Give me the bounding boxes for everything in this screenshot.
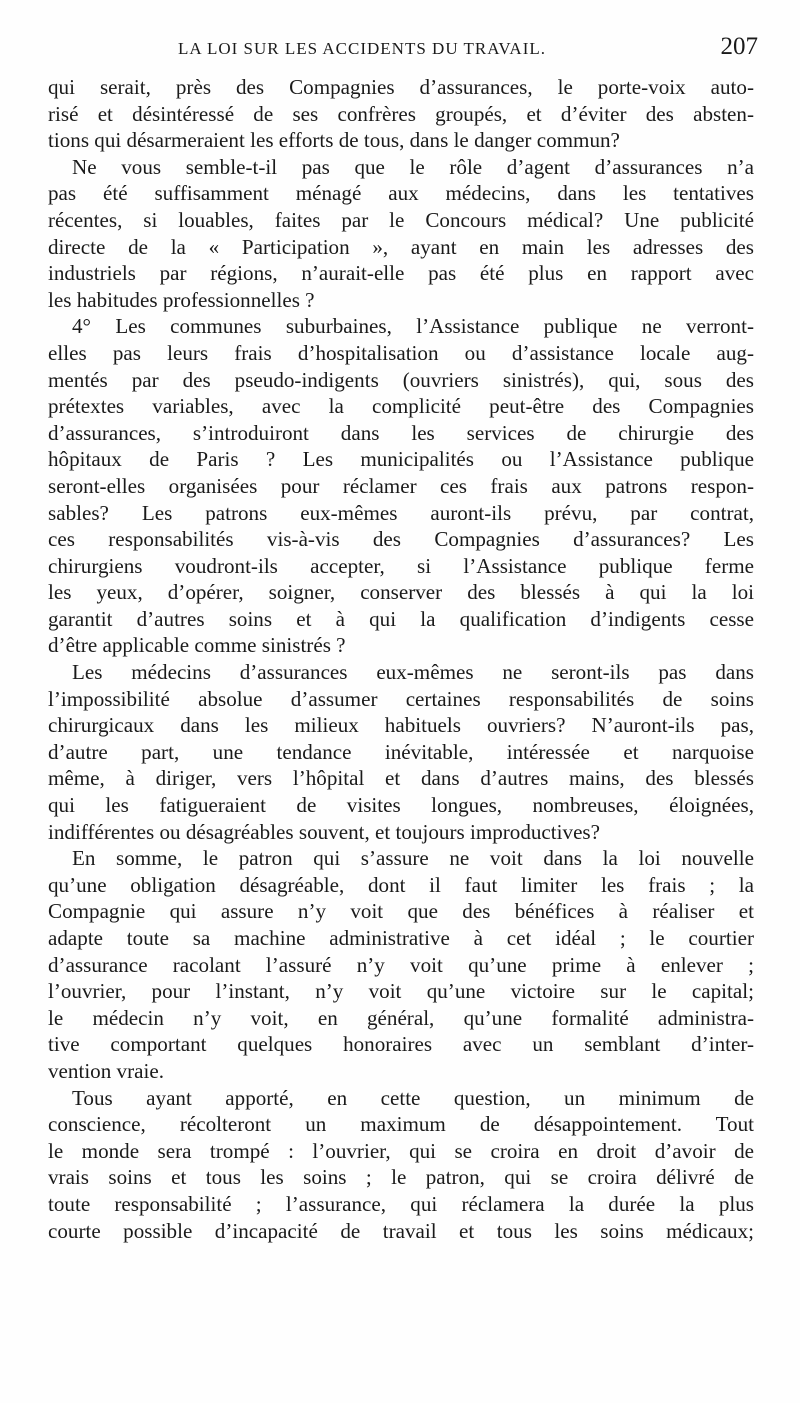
- page-number: 207: [720, 33, 758, 60]
- text-line: même, à diriger, vers l’hôpital et dans d’autres mains, des blessés: [48, 766, 754, 791]
- text-line: mentés par des pseudo-indigents (ouvriers sinistrés), qui, sous des: [48, 367, 754, 392]
- text-line: d’assurances, s’introduiront dans les services de chirurgie des: [48, 420, 754, 445]
- text-line: Ne vous semble-t-il pas que le rôle d’agent d’assurances n’a: [72, 154, 754, 179]
- text-line: seront-elles organisées pour réclamer ces frais aux patrons respon-: [48, 473, 754, 498]
- text-line: prétextes variables, avec la complicité peut-être des Compagnies: [48, 394, 754, 419]
- text-line: le monde sera trompé : l’ouvrier, qui se croira en droit d’avoir de: [48, 1138, 754, 1163]
- text-line: qui serait, près des Compagnies d’assurances, le porte-voix auto-: [48, 75, 754, 99]
- text-line: d’être applicable comme sinistrés ?: [48, 633, 346, 658]
- text-line: Les médecins d’assurances eux-mêmes ne seront-ils pas dans: [72, 660, 754, 685]
- text-line: tive comportant quelques honoraires avec un semblant d’inter-: [48, 1032, 754, 1057]
- text-line: directe de la « Participation », ayant en main les adresses des: [48, 234, 754, 259]
- text-line: courte possible d’incapacité de travail et tous les soins médicaux;: [48, 1218, 754, 1243]
- text-line: garantit d’autres soins et à qui la qualification d’indigents cesse: [48, 606, 754, 631]
- text-line: sables? Les patrons eux-mêmes auront-ils prévu, par contrat,: [48, 500, 754, 525]
- text-line: industriels par régions, n’aurait-elle pas été plus en rapport avec: [48, 261, 754, 286]
- text-line: vrais soins et tous les soins ; le patron, qui se croira délivré de: [48, 1165, 754, 1190]
- text-line: les habitudes professionnelles ?: [48, 287, 315, 312]
- text-line: qu’une obligation désagréable, dont il faut limiter les frais ; la: [48, 872, 754, 897]
- text-line: vention vraie.: [48, 1058, 164, 1083]
- text-line: l’ouvrier, pour l’instant, n’y voit qu’une victoire sur le capital;: [48, 979, 754, 1004]
- text-line: risé et désintéressé de ses confrères groupés, et d’éviter des absten-: [48, 101, 754, 126]
- text-line: ces responsabilités vis-à-vis des Compagnies d’assurances? Les: [48, 527, 754, 552]
- body-text: [48, 74, 754, 1244]
- text-line: les yeux, d’opérer, soigner, conserver des blessés à qui la loi: [48, 580, 754, 605]
- text-line: Tous ayant apporté, en cette question, un minimum de: [72, 1085, 754, 1110]
- text-line: tions qui désarmeraient les efforts de tous, dans le danger commun?: [48, 128, 620, 153]
- text-line: hôpitaux de Paris ? Les municipalités ou l’Assistance publique: [48, 447, 754, 472]
- text-line: le médecin n’y voit, en général, qu’une formalité administra-: [48, 1005, 754, 1030]
- text-line: indifférentes ou désagréables souvent, et toujours improductives?: [48, 819, 601, 844]
- text-line: récentes, si louables, faites par le Concours médical? Une publicité: [48, 207, 754, 232]
- text-line: chirurgiens voudront-ils accepter, si l’Assistance publique ferme: [48, 553, 754, 578]
- text-line: Compagnie qui assure n’y voit que des bénéfices à réaliser et: [48, 899, 754, 924]
- running-title: LA LOI SUR LES ACCIDENTS DU TRAVAIL.: [178, 39, 547, 58]
- text-line: d’assurance racolant l’assuré n’y voit qu’une prime à enlever ;: [48, 952, 754, 977]
- text-line: l’impossibilité absolue d’assumer certaines responsabilités de soins: [48, 686, 754, 711]
- text-line: qui les fatigueraient de visites longues, nombreuses, éloignées,: [48, 793, 754, 818]
- text-line: 4° Les communes suburbaines, l’Assistance publique ne verront-: [72, 314, 754, 339]
- text-line: conscience, récolteront un maximum de désappointement. Tout: [48, 1112, 754, 1137]
- text-line: adapte toute sa machine administrative à cet idéal ; le courtier: [48, 926, 754, 950]
- text-line: toute responsabilité ; l’assurance, qui réclamera la durée la plus: [48, 1191, 754, 1216]
- text-line: elles pas leurs frais d’hospitalisation ou d’assistance locale aug-: [48, 340, 754, 365]
- text-line: d’autre part, une tendance inévitable, intéressée et narquoise: [48, 739, 754, 764]
- page-header: [48, 33, 758, 67]
- text-line: pas été suffisamment ménagé aux médecins, dans les tentatives: [48, 181, 754, 206]
- text-line: chirurgicaux dans les milieux habituels ouvriers? N’auront-ils pas,: [48, 713, 754, 738]
- text-line: En somme, le patron qui s’assure ne voit dans la loi nouvelle: [72, 846, 754, 871]
